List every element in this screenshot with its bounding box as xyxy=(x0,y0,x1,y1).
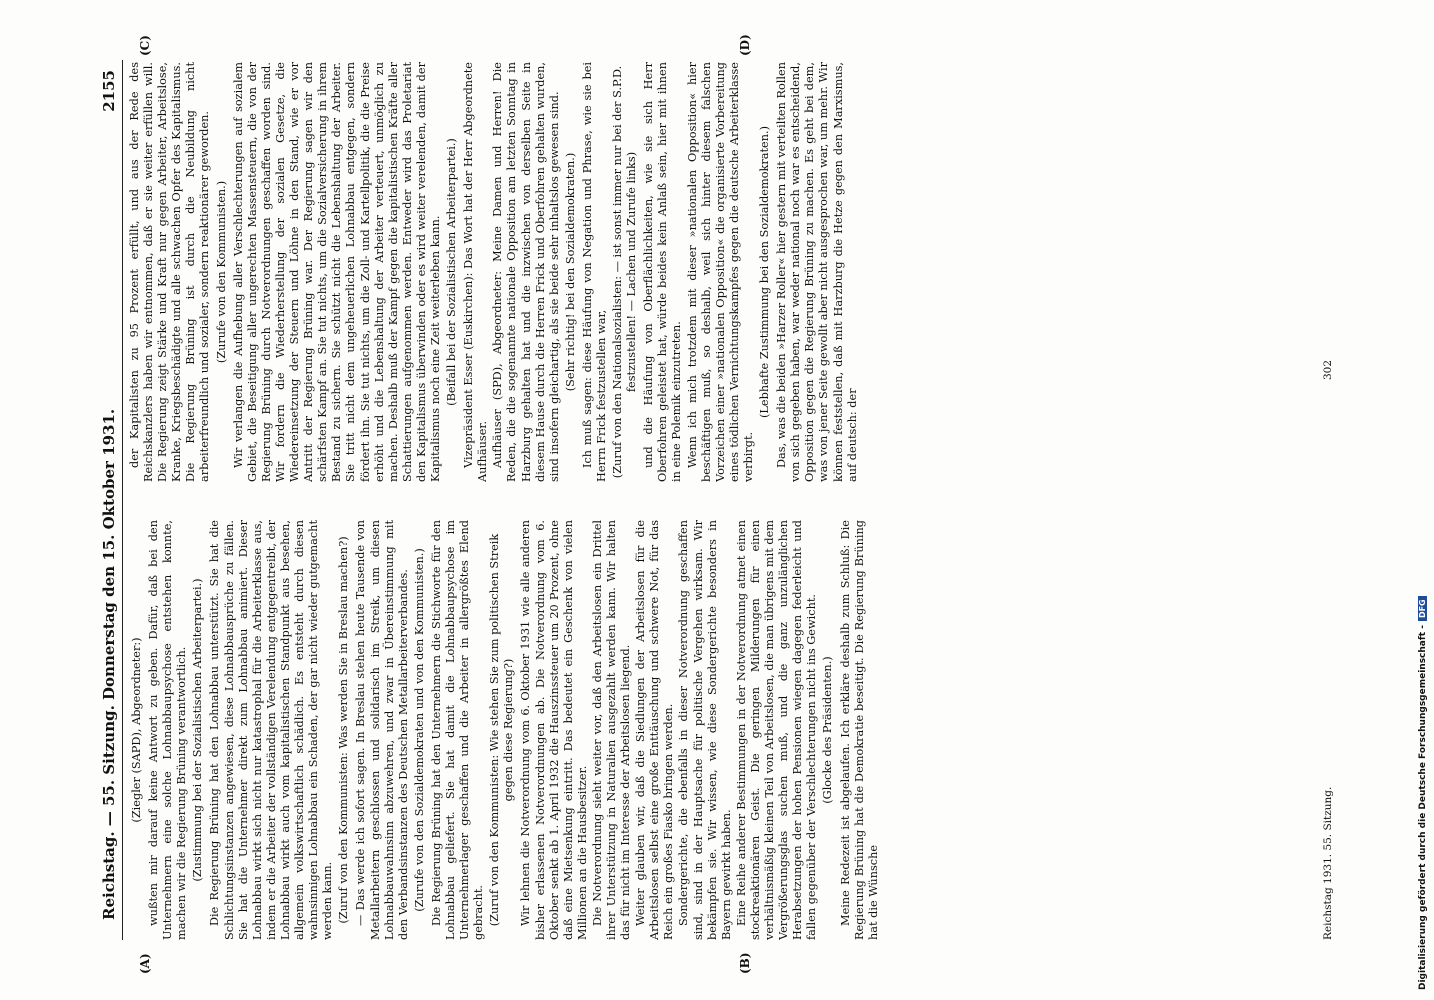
footer-left: Reichstag 1931. 55. Sitzung. xyxy=(1322,786,1334,940)
paragraph: Meine Redezeit ist abgelaufen. Ich erkläre deshalb zum Schluß: Die Regierung Brüning hat die Demokratie beseitigt. Die Regierung Brüning hat die Wünsche xyxy=(838,520,880,940)
paragraph: Wir verlangen die Aufhebung aller Verschlechterungen auf sozialem Gebiet, die Beseitigung aller ungerechten Massensteuern, die von der Regierung Brüning durch Notverordnungen geschaffen worden sind. Wir fordern die Wiederherstellung der sozialen Gesetze, die Wiedereinsetzung der Steuern und Löhne in den Stand, wie er vor Antritt der Regierung Brüning war. Der Regierung sagen wir den schärfsten Kampf an. Sie tut nichts, um die Sozialversicherung in ihrem Bestand zu sichern. Sie schützt nicht die Lebenshaltung der Arbeiter. Sie tritt nicht dem ungeheuerlichen Lohnabbau entgegen, sondern fördert ihn. Sie tut nichts, um die Zoll- und Kartellpolitik, die die Preise erhöht und die Lebenshaltung der Arbeiter verteuert, unmöglich zu machen. Deshalb muß der Kampf gegen die kapitalistischen Kräfte aller Schattierungen aufgenommen werden. Entweder wird das Proletariat den Kapitalismus überwinden oder es wird weiter verelenden, damit der Kapitalismus noch eine Zeit weiterleben kann. xyxy=(231,62,442,482)
footer-signature: 302 xyxy=(1322,359,1334,380)
margin-letter-c: (C) xyxy=(138,35,152,56)
right-column xyxy=(128,62,1318,482)
paragraph: Sondergerichte, die ebenfalls in dieser Notverordnung geschaffen sind, sind in der Hauptsache für politische Vergehen wirksam. Wir bekämpfen sie. Wir wissen, wie diese Sondergerichte besonders in Bayern gewirkt haben. xyxy=(677,520,733,940)
page-number: 2155 xyxy=(100,70,118,112)
paragraph: (Glocke des Präsidenten.) xyxy=(821,656,835,804)
left-column xyxy=(128,520,1318,940)
paragraph: (Zuruf von den Kommunisten: Wie stehen Sie zum politischen Streik gegen diese Regierung?) xyxy=(488,533,516,927)
rotated-page-content xyxy=(98,34,1358,974)
paragraph: Wir lehnen die Notverordnung vom 6. Oktober 1931 wie alle anderen bisher erlassenen Notverordnungen ab. Die Notverordnung vom 6. Oktober senkt ab 1. April 1932 die Hauszinssteuer um 20 Prozent, ohne daß eine Mietsenkung eintritt. Das bedeutet ein Geschenk von vielen Millionen an die Hausbesitzer. xyxy=(519,520,589,940)
paragraph: (Sehr richtig! bei den Sozialdemokraten.) xyxy=(563,152,577,392)
paragraph: Die Notverordnung sieht weiter vor, daß den Arbeitslosen ein Drittel ihrer Unterstützung in Naturalien ausgezahlt werden kann. Wir halten das für nicht im Interesse der Arbeitslosen liegend. xyxy=(590,520,633,940)
paragraph: (Zuruf von den Nationalsozialisten: — ist sonst immer nur bei der S.P.D. festzustellen! — Lachen und Zurufe links) xyxy=(611,65,639,479)
header-rule xyxy=(122,60,123,940)
paragraph: Das, was die beiden »Harzer Roller« hier gestern mit verteilten Rollen von sich gegeben haben, war weder national noch war es entscheidend, Opposition gegen die Regierung Brüning zu machen. Es geht bei dem, was von jener Seite gewollt aber nicht ausgesprochen war, um mehr. Wir können feststellen, daß mit Harzburg die Hetze gegen den Marxismus, auf deutsch: der xyxy=(775,62,859,482)
paragraph: — Das werde ich sofort sagen. In Breslau stehen heute Tausende von Metallarbeitern geschlossen und solidarisch im Streik, um diesen Lohnabbauwahnsinn abzuwehren, und zwar in Übereinstimmung mit den Verbandsinstanzen des Deutschen Metallarbeiterverbandes. xyxy=(354,520,410,940)
paragraph: Vizepräsident Esser (Euskirchen): Das Wort hat der Herr Abgeordnete Aufhäuser. xyxy=(462,62,490,482)
paragraph: und die Häufung von Oberflächlichkeiten, wie sie sich Herr Oberfohren geleistet hat, würde beides kein Anlaß sein, hier mit ihnen in eine Polemik einzutreten. xyxy=(642,62,684,482)
paragraph: Weiter glauben wir, daß die Siedlungen der Arbeitslosen für die Arbeitslosen selbst eine große Enttäuschung und schwere Not, für das Reich ein großes Fiasko bringen werden. xyxy=(634,520,676,940)
paragraph: Aufhäuser (SPD), Abgeordneter: Meine Damen und Herren! Die Reden, die die sogenannte nationale Opposition am letzten Sonntag in Harzburg gehalten hat und die inzwischen von derselben Seite in diesem Hause durch die Herren Frick und Oberfohren gehalten wurden, sind insofern gleichartig, als sie beide sehr inhaltslos gewesen sind. xyxy=(491,62,561,482)
dfg-credit xyxy=(1418,10,1432,990)
header-title: Reichstag. — 55. Sitzung. Donnerstag den 15. Oktober 1931. xyxy=(100,408,118,920)
paragraph: Wenn ich mich trotzdem mit dieser »nationalen Opposition« hier beschäftigen muß, so deshalb, weil sich hinter diesem falschen Vorzeichen einer »nationalen Opposition« die organisierte Vorbereitung eines tödlichen Vernichtungskampfes gegen die deutsche Arbeiterklasse verbirgt. xyxy=(685,62,755,482)
paragraph: (Zurufe von den Sozialdemokraten und von den Kommunisten.) xyxy=(412,548,426,912)
paragraph: (Beifall bei der Sozialistischen Arbeiterpartei.) xyxy=(445,138,459,406)
page-footer xyxy=(1322,60,1342,940)
paragraph: Die Regierung Brüning hat den Lohnabbau unterstützt. Sie hat die Schlichtungsinstanzen angewiesen, diese Lohnabbausprüche zu fällen. Sie hat die Unternehmer direkt zum Lohnabbau animiert. Dieser Lohnabbau wirkt sich nicht nur katastrophal für die Arbeiterklasse aus, indem er die Arbeiter der vollständigen Verelendung entgegentreibt, der Lohnabbau wirkt auch vom kapitalistischen Standpunkt aus besehen, allgemein volkswirtschaftlich schädlich. Es entsteht durch diesen wahnsinnigen Lohnabbau ein Schaden, der gar nicht wieder gutgemacht werden kann. xyxy=(208,520,335,940)
paragraph: wußten mir darauf keine Antwort zu geben. Dafür, daß bei den Unternehmern eine solche Lohnabbaupsychose entstehen konnte, machen wir die Regierung Brüning verantwortlich. xyxy=(147,520,189,940)
margin-letter-d: (D) xyxy=(738,34,752,56)
paragraph: (Zustimmung bei der Sozialistischen Arbeiterpartei.) xyxy=(191,578,205,882)
paragraph: (Zuruf von den Kommunisten: Was werden Sie in Breslau machen?) xyxy=(337,536,351,924)
paragraph: (Lebhafte Zustimmung bei den Sozialdemokraten.) xyxy=(758,126,772,418)
margin-letter-b: (B) xyxy=(738,952,752,974)
dfg-logo: DFG xyxy=(1418,596,1427,621)
running-header xyxy=(98,60,122,940)
paragraph: Ich muß sagen: diese Häufung von Negation und Phrase, wie sie bei Herrn Frick festzustellen war, xyxy=(580,62,608,482)
margin-letter-a: (A) xyxy=(138,953,152,974)
paragraph: (Ziegler (SAPD), Abgeordneter:) xyxy=(130,637,143,823)
paragraph: der Kapitalisten zu 95 Prozent erfüllt, und aus der Rede des Reichskanzlers haben wir entnommen, daß er sie weiter erfüllen will. Die Regierung zeigt Stärke und Kraft nur gegen Arbeiter, Arbeitslose, Kranke, Kriegsbeschädigte und alle schwachen Opfer des Kapitalismus. Die Regierung Brüning ist durch die Neubildung nicht arbeiterfreundlich und sozialer, sondern reaktionärer geworden. xyxy=(128,62,212,482)
paragraph: (Zurufe von den Kommunisten.) xyxy=(214,180,228,364)
paragraph: Eine Reihe anderer Bestimmungen in der Notverordnung atmet einen stockreaktionären Geist. Die geringen Milderungen für einen verhältnismäßig kleinen Teil von Arbeitslosen, die man übrigens mit dem Vergrößerungsglas suchen muß, und die ganz unzulänglichen Herabsetzungen der hohen Pensionen wiegen dagegen federleicht und fallen gegenüber der Verschlechterungen nicht ins Gewicht. xyxy=(734,520,819,940)
paragraph: Die Regierung Brüning hat den Unternehmern die Stichworte für den Lohnabbau geliefert. Sie hat damit die Lohnabbaupsychose im Unternehmerlager geschaffen und die Arbeiter in allergrößtes Elend gebracht. xyxy=(429,520,486,940)
dfg-credit-text: Digitalisierung gefördert durch die Deutsche Forschungsgemeinschaft - xyxy=(1418,625,1428,990)
